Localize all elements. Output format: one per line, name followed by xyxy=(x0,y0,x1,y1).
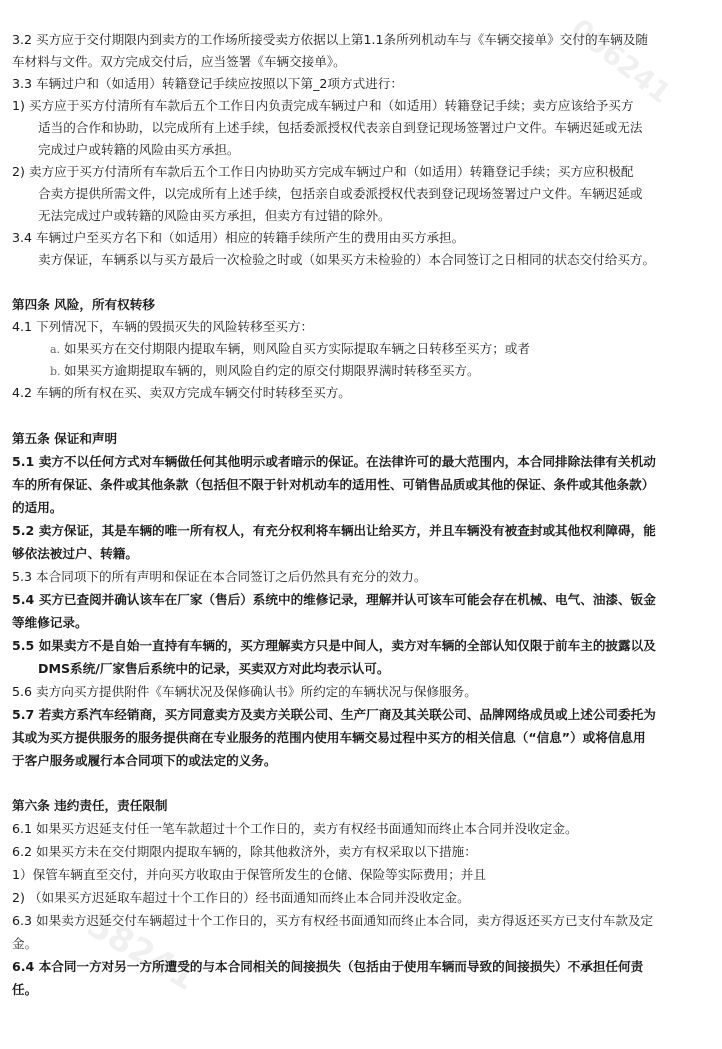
text-line xyxy=(12,566,426,588)
text-line xyxy=(12,933,37,955)
text-line xyxy=(12,382,351,404)
line-text: 合卖方提供所需文件，以完成所有上述手续，包括亲自或委派授权代表到登记现场签署过户文件。车辆迟延或 xyxy=(38,186,643,201)
text-line xyxy=(12,520,656,542)
line-text: 完成过户或转籍的风险由买方承担。 xyxy=(38,142,240,157)
list-marker: b. xyxy=(50,365,61,378)
line-text: 3.4 车辆过户至买方名下和（如适用）相应的转籍手续所产生的费用由买方承担。 xyxy=(12,230,465,245)
text-line xyxy=(12,750,276,772)
text-line xyxy=(38,249,655,271)
line-text: 卖方保证，车辆系以与买方最后一次检验之时或（如果买方未检验的）本合同签订之日相同的状态交付给买方。 xyxy=(38,252,656,267)
text-line xyxy=(12,51,346,73)
text-line xyxy=(12,497,62,519)
line-text: 于客户服务或履行本合同项下的或法定的义务。 xyxy=(12,753,277,768)
text-line xyxy=(12,161,633,183)
line-text: 6.1 如果买方迟延支付任一笔车款超过十个工作日的，卖方有权经书面通知而终止本合同并没收定金。 xyxy=(12,821,578,836)
line-text: 5.4 买方已查阅并确认该车在厂家（售后）系统中的维修记录，理解并认可该车可能会存在机械、电气、油漆、钣金 xyxy=(12,592,656,607)
text-line xyxy=(12,95,633,117)
watermark-bottom: 58241 xyxy=(80,905,203,999)
text-line xyxy=(12,73,403,95)
line-text: 6.2 如果买方未在交付期限内提取车辆的，除其他救济外，卖方有权采取以下措施： xyxy=(12,844,477,859)
line-text: 2) （如果买方迟延取车超过十个工作日的）经书面通知而终止本合同并没收定金。 xyxy=(12,890,470,905)
text-line xyxy=(12,589,656,611)
text-line xyxy=(12,979,37,1001)
line-text: 5.7 若卖方系汽车经销商，买方同意卖方及卖方关联公司、生产厂商及其关联公司、品牌网络成员或上述公司委托为 xyxy=(12,707,656,722)
line-text: 如果买方逾期提取车辆的，则风险自约定的原交付期限界满时转移至买方。 xyxy=(64,363,480,378)
text-line xyxy=(12,474,654,496)
text-line xyxy=(12,428,117,450)
text-line xyxy=(12,681,477,703)
line-text: 3.2 买方应于交付期限内到卖方的工作场所接受卖方依据以上第1.1条所列机动车与《车辆交接单》交付的车辆及随 xyxy=(12,32,648,47)
line-text: 5.6 卖方向买方提供附件《车辆状况及保修确认书》所约定的车辆状况与保修服务。 xyxy=(12,684,477,699)
line-text: 够依法被过户、转籍。 xyxy=(12,546,138,561)
line-text: 5.3 本合同项下的所有声明和保证在本合同签订之后仍然具有充分的效力。 xyxy=(12,569,427,584)
line-text: 如果买方在交付期限内提取车辆，则风险自买方实际提取车辆之日转移至买方；或者 xyxy=(64,341,530,356)
list-marker: a. xyxy=(50,343,61,356)
text-line xyxy=(12,635,656,657)
text-line xyxy=(12,818,578,840)
text-line xyxy=(12,841,477,863)
line-text: 等维修记录。 xyxy=(12,615,88,630)
text-line xyxy=(12,451,656,473)
line-text: 车的所有保证、条件或其他条款（包括但不限于针对机动车的适用性、可销售品质或其他的保证、条件或其他条款） xyxy=(12,477,655,492)
text-line xyxy=(12,704,656,726)
text-line xyxy=(12,956,643,978)
line-text: 金。 xyxy=(12,936,38,951)
text-line xyxy=(12,227,464,249)
text-line xyxy=(38,205,391,227)
line-text: 5.5 如果卖方不是自始一直持有车辆的，买方理解卖方只是中间人，卖方对车辆的全部认知仅限于前车主的披露以及 xyxy=(12,638,656,653)
text-line xyxy=(12,543,138,565)
text-line xyxy=(12,294,155,316)
line-text: 无法完成过户或转籍的风险由买方承担，但卖方有过错的除外。 xyxy=(38,208,391,223)
line-text: 5.1 卖方不以任何方式对车辆做任何其他明示或者暗示的保证。在法律许可的最大范围内，本合同排除法律有关机动 xyxy=(12,454,656,469)
line-text: 第五条 保证和声明 xyxy=(12,431,118,446)
text-line xyxy=(38,183,643,205)
text-line xyxy=(12,887,470,909)
line-text: 4.1 下列情况下，车辆的毁损灭失的风险转移至买方： xyxy=(12,319,314,334)
line-text: 车材料与文件。双方完成交付后，应当签署《车辆交接单》。 xyxy=(12,54,346,69)
text-line xyxy=(12,864,486,886)
line-text: 适当的合作和协助，以完成所有上述手续，包括委派授权代表亲自到登记现场签署过户文件。车辆迟延或无法 xyxy=(38,120,643,135)
text-line xyxy=(12,910,653,932)
watermark-top: 006241 xyxy=(564,12,678,110)
line-text: 4.2 车辆的所有权在买、卖双方完成车辆交付时转移至买方。 xyxy=(12,385,351,400)
line-text: 6.4 本合同一方对另一方所遭受的与本合同相关的间接损失（包括由于使用车辆而导致的间接损失）不承担任何责 xyxy=(12,959,644,974)
line-text: 3.3 车辆过户和（如适用）转籍登记手续应按照以下第_2项方式进行： xyxy=(12,76,403,91)
line-text: 的适用。 xyxy=(12,500,63,515)
line-text: 其或为买方提供服务的服务提供商在专业服务的范围内使用车辆交易过程中买方的相关信息（“信息”）或将信息用 xyxy=(12,730,646,745)
line-text: 任。 xyxy=(12,982,38,997)
text-line xyxy=(12,612,88,634)
text-line xyxy=(38,139,240,161)
line-text: 第六条 违约责任，责任限制 xyxy=(12,798,168,813)
text-line xyxy=(12,727,646,749)
list-item xyxy=(50,338,530,360)
line-text: 第四条 风险，所有权转移 xyxy=(12,297,155,312)
line-text: 1）保管车辆直至交付，并向买方收取由于保管所发生的仓储、保险等实际费用；并且 xyxy=(12,867,486,882)
line-text: 6.3 如果卖方迟延交付车辆超过十个工作日的，买方有权经书面通知而终止本合同，卖方得返还买方已支付车款及定 xyxy=(12,913,654,928)
text-line xyxy=(12,29,648,51)
text-line xyxy=(12,795,168,817)
line-text: 2) 卖方应于买方付清所有车款后五个工作日内协助买方完成车辆过户和（如适用）转籍登记手续；买方应积极配 xyxy=(12,164,634,179)
line-text: DMS系统/厂家售后系统中的记录，买卖双方对此均表示认可。 xyxy=(38,661,390,676)
list-item xyxy=(50,360,480,382)
text-line xyxy=(12,316,313,338)
text-line xyxy=(38,658,390,680)
text-line xyxy=(38,117,643,139)
line-text: 5.2 卖方保证，其是车辆的唯一所有权人，有充分权利将车辆出让给买方，并且车辆没有被查封或其他权利障碍，能 xyxy=(12,523,656,538)
line-text: 1) 买方应于买方付清所有车款后五个工作日内负责完成车辆过户和（如适用）转籍登记手续；卖方应该给予买方 xyxy=(12,98,634,113)
